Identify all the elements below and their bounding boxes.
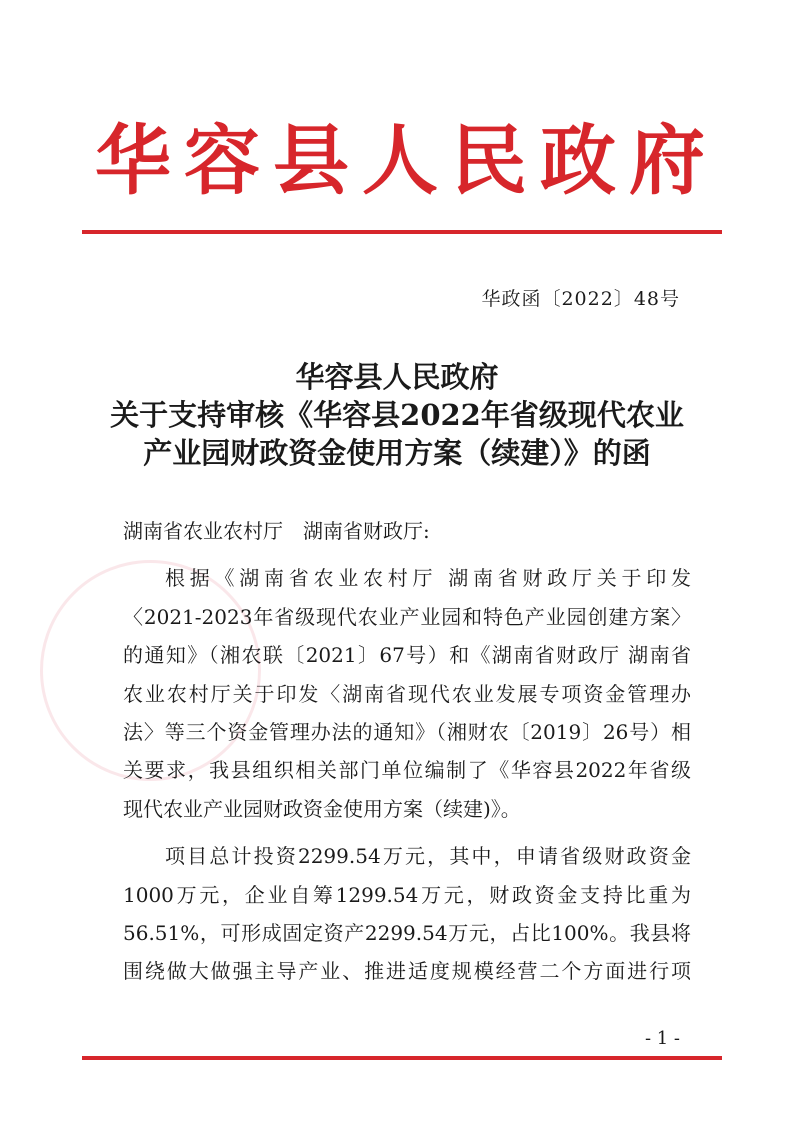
document-number: 华政函〔2022〕48号 bbox=[481, 288, 680, 310]
masthead-char: 县 bbox=[273, 116, 349, 205]
header-red-rule bbox=[82, 230, 722, 234]
title-line: 关于支持审核《华容县2022年省级现代农业 bbox=[110, 398, 684, 432]
salutation: 湖南省农业农村厅 湖南省财政厅: bbox=[123, 519, 430, 543]
footer-red-rule bbox=[82, 1056, 722, 1060]
body-line: 项目总计投资2299.54万元，其中，申请省级财政资金 bbox=[165, 844, 691, 868]
body-line: 法〉等三个资金管理办法的通知》（湘财农〔2019〕26号）相 bbox=[123, 720, 691, 744]
body-line: 56.51%，可形成固定资产2299.54万元，占比100%。我县将 bbox=[123, 921, 691, 945]
masthead-char: 人 bbox=[362, 116, 438, 205]
body-line: 1000万元，企业自筹1299.54万元，财政资金支持比重为 bbox=[123, 883, 691, 907]
title-line: 华容县人民政府 bbox=[295, 360, 499, 394]
body-line: 的通知》（湘农联〔2021〕67号）和《湖南省财政厅 湖南省 bbox=[123, 643, 691, 667]
body-line: 〈2021-2023年省级现代农业产业园和特色产业园创建方案〉 bbox=[123, 605, 691, 629]
masthead-char: 民 bbox=[451, 116, 527, 205]
body-line: 农业农村厅关于印发〈湖南省现代农业发展专项资金管理办 bbox=[123, 682, 691, 706]
body-line: 围绕做大做强主导产业、推进适度规模经营二个方面进行项 bbox=[123, 959, 691, 983]
masthead-char: 华 bbox=[95, 116, 171, 205]
body-line: 现代农业产业园财政资金使用方案（续建)》。 bbox=[123, 797, 521, 821]
official-seal bbox=[40, 560, 261, 781]
document-title bbox=[0, 358, 794, 472]
title-line: 产业园财政资金使用方案（续建）》的函 bbox=[143, 436, 651, 470]
masthead bbox=[95, 118, 705, 204]
masthead-char: 政 bbox=[540, 116, 616, 205]
masthead-char: 容 bbox=[184, 116, 260, 205]
body-line: 关要求，我县组织相关部门单位编制了《华容县2022年省级 bbox=[123, 758, 691, 782]
masthead-char: 府 bbox=[629, 116, 705, 205]
body-line: 根据《湖南省农业农村厅 湖南省财政厅关于印发 bbox=[165, 566, 691, 590]
page-number: - 1 - bbox=[644, 1028, 680, 1049]
